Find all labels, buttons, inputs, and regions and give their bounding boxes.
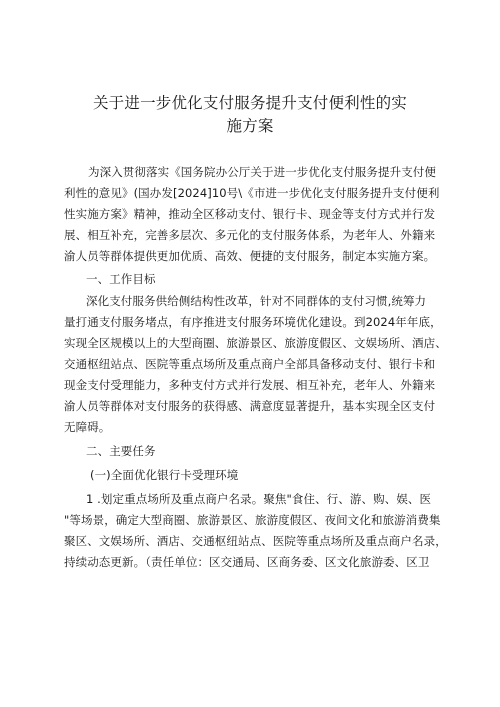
paragraph-line: 现金支付受理能力，多种支付方式并行发展、相互补充，老年人、外籍来 — [64, 378, 436, 392]
title-line-2: 施方案 — [226, 117, 274, 135]
paragraph-line: 性实施方案》精神，推动全区移动支付、银行卡、现金等支付方式并行发 — [64, 207, 436, 221]
paragraph-line: 为深入贯彻落实《国务院办公厅关于进一步优化支付服务提升支付便 — [88, 165, 436, 179]
paragraph-line: 聚区、文娱场所、酒店、交通枢纽站点、医院等重点场所及重点商户名录， — [64, 534, 447, 548]
paragraph-line: 深化支付服务供给侧结构性改革，针对不同群体的支付习惯,统筹力 — [86, 294, 427, 308]
paragraph-line: 渝人员等群体对支付服务的获得感、满意度显著提升，基本实现全区支付 — [64, 399, 436, 413]
paragraph-line: 量打通支付服务堵点，有序推进支付服务环境优化建设。到2024年年底， — [64, 315, 442, 329]
paragraph-line: 利性的意见》(国办发[2024]10号\《市进一步优化支付服务提升支付便利 — [64, 186, 440, 200]
section-heading: 二、主要任务 — [86, 444, 156, 458]
title-line-1: 关于进一步优化支付服务提升支付便利性的实 — [92, 94, 407, 112]
section-heading: 一、工作目标 — [86, 272, 156, 286]
paragraph-line: 渝人员等群体提供更加优质、高效、便捷的支付服务，制定本实施方案。 — [64, 249, 436, 263]
paragraph-line: 实现全区规模以上的大型商圈、旅游景区、旅游度假区、文娱场所、酒店、 — [64, 336, 447, 350]
document-title — [62, 92, 438, 138]
paragraph-line: 持续动态更新。（责任单位：区交通局、区商务委、区文化旅游委、区卫 — [64, 555, 430, 569]
paragraph-line: 展、相互补充，完善多层次、多元化的支付服务体系，为老年人、外籍来 — [64, 228, 436, 242]
paragraph-line: 1 .划定重点场所及重点商户名录。聚焦"食住、行、游、购、娱、医 — [86, 492, 432, 506]
paragraph-line: 无障碍。 — [64, 420, 111, 434]
paragraph-line: 交通枢纽站点、医院等重点场所及重点商户全部具备移动支付、银行卡和 — [64, 357, 436, 371]
subsection-heading: (一)全面优化银行卡受理环境 — [90, 468, 239, 482]
paragraph-line: "等场景，确定大型商圈、旅游景区、旅游度假区、夜间文化和旅游消费集 — [64, 513, 441, 527]
